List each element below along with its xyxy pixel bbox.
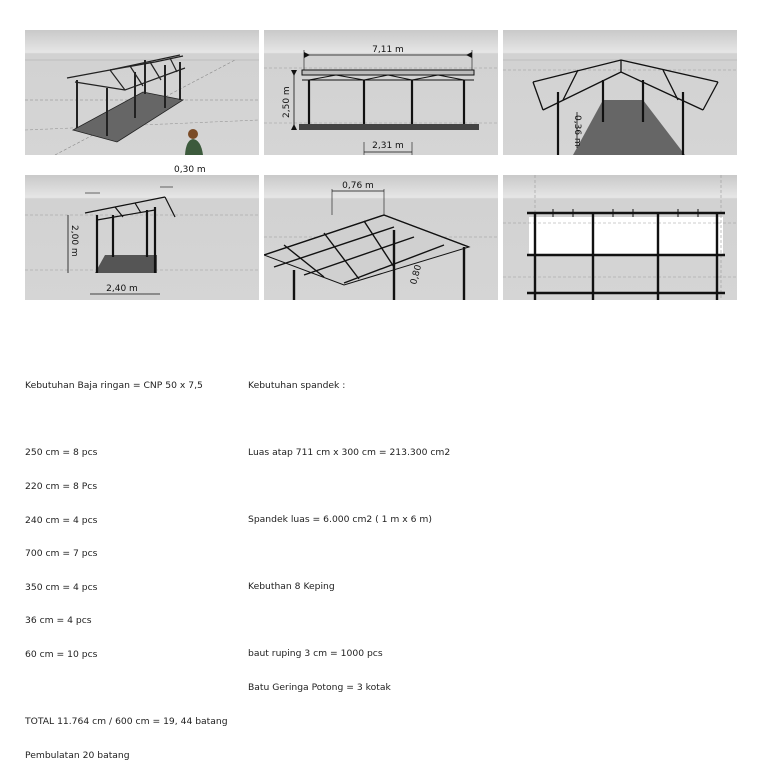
roof-detail	[264, 175, 498, 300]
side-height-dimension: 2,00 m	[69, 225, 79, 257]
top-view	[503, 175, 737, 300]
length-dimension: 7,11 m	[372, 45, 404, 55]
cutting-disc-count: Batu Geringa Potong = 3 kotak	[248, 682, 391, 694]
steel-title: Kebutuhan Baja ringan = CNP 50 x 7,5	[25, 380, 203, 392]
steel-total: TOTAL 11.764 cm / 600 cm = 19, 44 batang	[25, 716, 228, 728]
steel-item: 250 cm = 8 pcs	[25, 447, 98, 459]
steel-item: 60 cm = 10 pcs	[25, 649, 98, 661]
steel-requirements	[25, 358, 228, 772]
screw-count: baut ruping 3 cm = 1000 pcs	[248, 648, 383, 660]
bay-dimension: 2,31 m	[372, 141, 404, 151]
person-figure-icon	[185, 129, 203, 155]
steel-rounding: Pembulatan 20 batang	[25, 749, 130, 761]
height-dimension: 2,50 m	[282, 86, 292, 118]
gable-offset-dimension: 0,76 m	[342, 181, 374, 191]
sheet-area: Spandek luas = 6.000 cm2 ( 1 m x 6 m)	[248, 514, 432, 526]
front-elevation	[264, 30, 498, 155]
steel-item: 240 cm = 4 pcs	[25, 514, 98, 526]
right-overhang-dimension: 0,30 m	[174, 165, 206, 175]
gable-perspective	[503, 30, 737, 155]
width-dimension: 2,40 m	[106, 284, 138, 294]
roof-rise-dimension: 0,36 m	[572, 115, 582, 147]
steel-item: 36 cm = 4 pcs	[25, 615, 92, 627]
sheet-count: Kebuthan 8 Keping	[248, 581, 335, 593]
roof-area: Luas atap 711 cm x 300 cm = 213.300 cm2	[248, 447, 451, 459]
spandek-requirements	[248, 358, 450, 704]
steel-item: 350 cm = 4 pcs	[25, 581, 98, 593]
steel-item: 220 cm = 8 Pcs	[25, 481, 98, 493]
steel-item: 700 cm = 7 pcs	[25, 548, 98, 560]
perspective-view	[25, 30, 259, 155]
side-elevation	[25, 175, 259, 300]
rafter-height-dimension: 0,80	[409, 263, 425, 286]
spandek-title: Kebutuhan spandek :	[248, 380, 346, 392]
